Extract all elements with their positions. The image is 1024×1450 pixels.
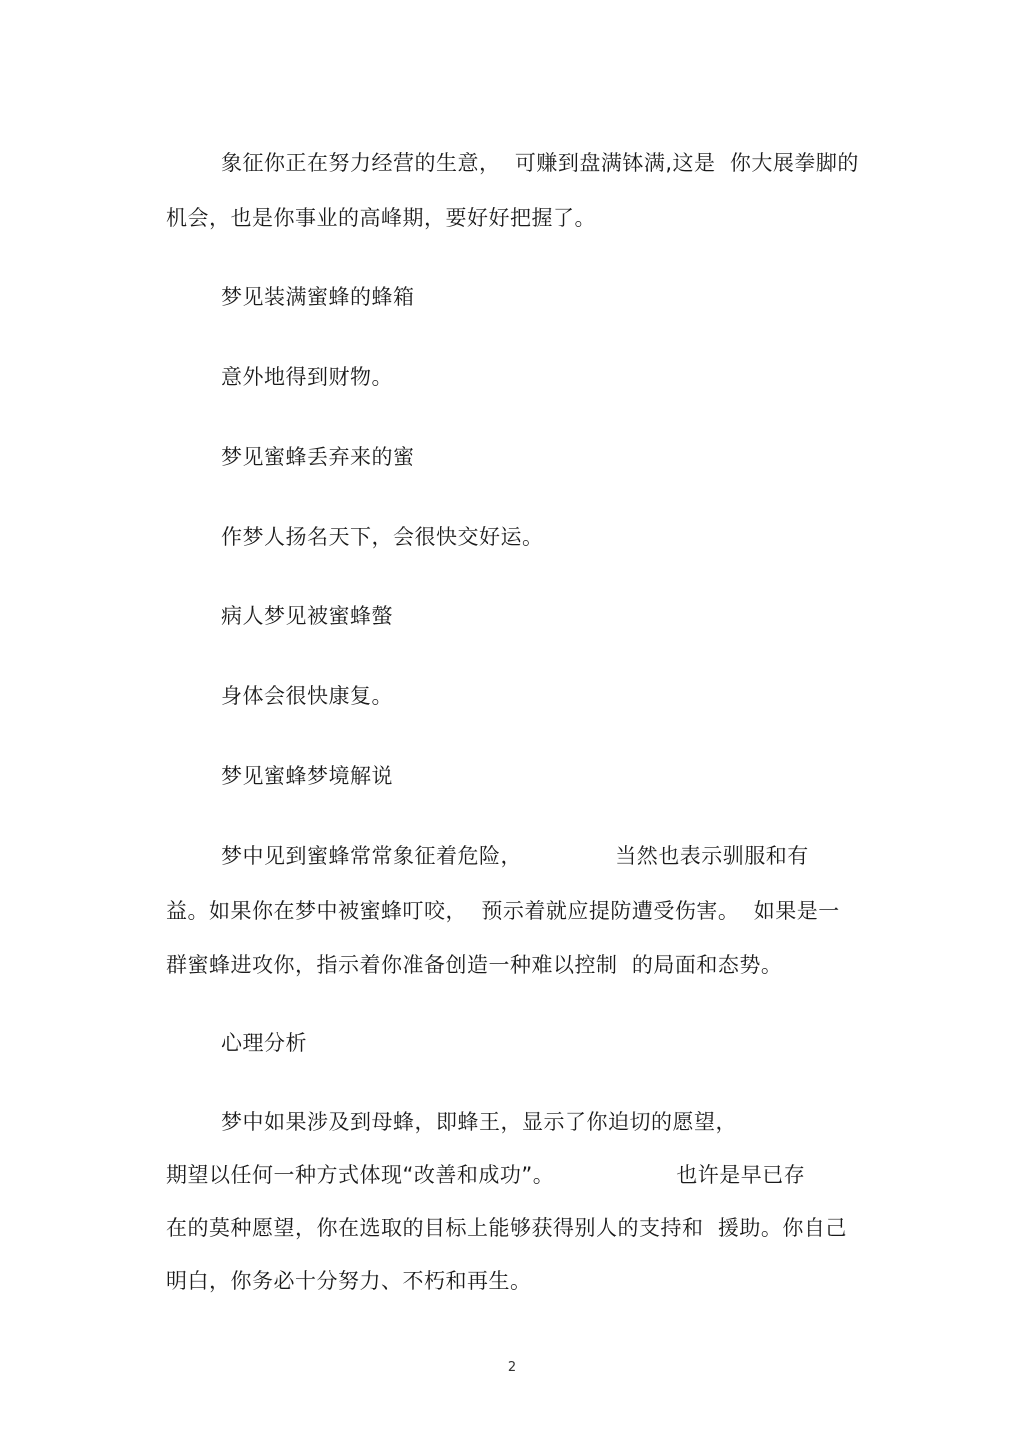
paragraph-line: 梦中如果涉及到母蜂，即蜂王，显示了你迫切的愿望， bbox=[221, 1110, 737, 1134]
section-heading: 梦见蜜蜂梦境解说 bbox=[221, 764, 393, 788]
paragraph-line: 作梦人扬名天下，会很快交好运。 bbox=[221, 525, 544, 549]
paragraph-line: 意外地得到财物。 bbox=[221, 365, 393, 389]
section-heading: 心理分析 bbox=[221, 1031, 307, 1055]
section-heading: 梦见装满蜜蜂的蜂箱 bbox=[221, 285, 415, 309]
paragraph-line: 期望以任何一种方式体现“改善和成功”。 也许是早已存 bbox=[166, 1163, 806, 1187]
paragraph-line: 象征你正在努力经营的生意， 可赚到盘满钵满,这是 你大展拳脚的 bbox=[221, 151, 859, 175]
paragraph-line: 机会，也是你事业的高峰期，要好好把握了。 bbox=[166, 206, 596, 230]
page-number: 2 bbox=[507, 1360, 517, 1375]
section-heading: 梦见蜜蜂丢弃来的蜜 bbox=[221, 445, 415, 469]
section-heading: 病人梦见被蜜蜂螫 bbox=[221, 604, 393, 628]
paragraph-line: 群蜜蜂进攻你，指示着你准备创造一种难以控制 的局面和态势。 bbox=[166, 953, 783, 977]
paragraph-line: 梦中见到蜜蜂常常象征着危险， 当然也表示驯服和有 bbox=[221, 844, 809, 868]
paragraph-line: 益。如果你在梦中被蜜蜂叮咬， 预示着就应提防遭受伤害。 如果是一 bbox=[166, 899, 840, 923]
paragraph-line: 身体会很快康复。 bbox=[221, 684, 393, 708]
paragraph-line: 在的莫种愿望，你在选取的目标上能够获得别人的支持和 援助。你自己 bbox=[166, 1216, 847, 1240]
paragraph-line: 明白，你务必十分努力、不朽和再生。 bbox=[166, 1269, 532, 1293]
